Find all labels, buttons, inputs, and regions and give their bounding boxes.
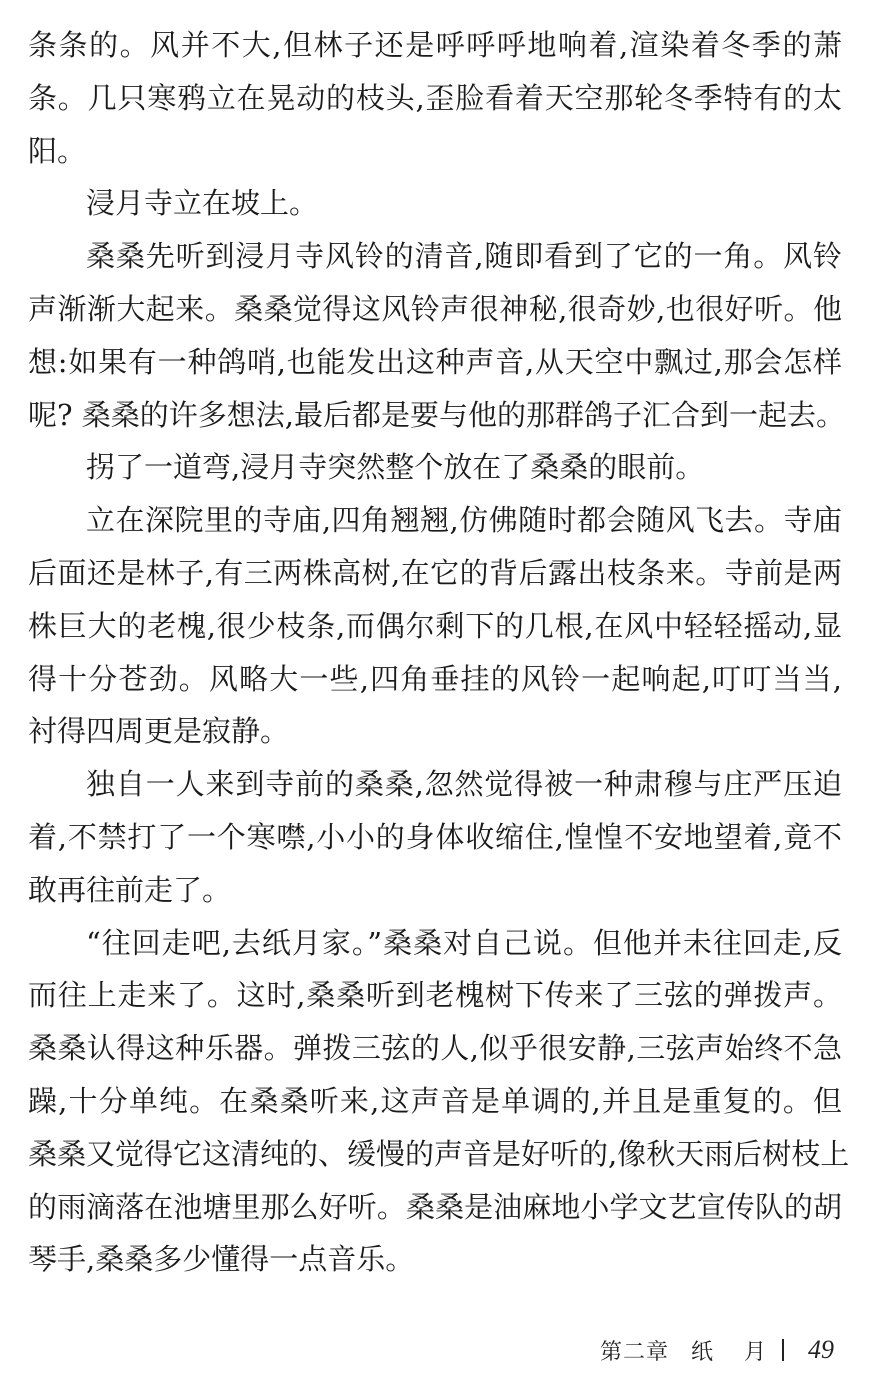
text-line: 声渐渐大起来。桑桑觉得这风铃声很神秘,很奇妙,也很好听。他: [28, 291, 842, 326]
text-line: 的雨滴落在池塘里那么好听。桑桑是油麻地小学文艺宣传队的胡: [28, 1189, 842, 1224]
text-line: 拐了一道弯,浸月寺突然整个放在了桑桑的眼前。: [86, 450, 705, 485]
text-line: 桑桑又觉得它这清纯的、缓慢的声音是好听的,像秋天雨后树枝上: [28, 1136, 850, 1171]
text-line: 躁,十分单纯。在桑桑听来,这声音是单调的,并且是重复的。但: [28, 1083, 842, 1118]
chapter-label: 第二章: [599, 1339, 669, 1365]
paragraph: [28, 177, 842, 230]
text-line: 敢再往前走了。: [28, 872, 232, 907]
text-line: 着,不禁打了一个寒噤,小小的身体收缩住,惶惶不安地望着,竟不: [28, 819, 842, 854]
text-line: “往回走吧,去纸月家。”桑桑对自己说。但他并未往回走,反: [86, 925, 842, 960]
running-footer: [600, 1332, 834, 1368]
paragraph: [28, 917, 850, 1287]
text-line: 琴手,桑桑多少懂得一点音乐。: [28, 1242, 415, 1277]
text-line: 浸月寺立在坡上。: [86, 186, 319, 221]
paragraph: [28, 494, 842, 758]
text-line: 阳。: [28, 133, 87, 168]
text-line: 后面还是林子,有三两株高树,在它的背后露出枝条来。寺前是两: [28, 555, 842, 590]
paragraph: [28, 441, 842, 494]
paragraph: [28, 19, 842, 177]
text-line: 呢? 桑桑的许多想法,最后都是要与他的那群鸽子汇合到一起去。: [28, 397, 845, 432]
text-line: 条条的。风并不大,但林子还是呼呼呼地响着,渲染着冬季的萧: [28, 28, 842, 62]
paragraph: [28, 758, 842, 916]
text-line: 得十分苍劲。风略大一些,四角垂挂的风铃一起响起,叮叮当当,: [28, 661, 842, 696]
text-line: 独自一人来到寺前的桑桑,忽然觉得被一种肃穆与庄严压迫: [86, 767, 842, 802]
footer-divider: [782, 1339, 784, 1361]
body-text: [28, 19, 850, 1286]
text-line: 而往上走来了。这时,桑桑听到老槐树下传来了三弦的弹拨声。: [28, 978, 842, 1013]
text-line: 想:如果有一种鸽哨,也能发出这种声音,从天空中飘过,那会怎样: [28, 344, 842, 379]
text-line: 衬得四周更是寂静。: [28, 714, 290, 749]
chapter-title: 纸 月: [691, 1339, 778, 1365]
page-number: 49: [808, 1335, 834, 1364]
paragraph: [28, 230, 845, 441]
text-line: 桑桑先听到浸月寺风铃的清音,随即看到了它的一角。风铃: [86, 239, 842, 274]
text-line: 条。几只寒鸦立在晃动的枝头,歪脸看着天空那轮冬季特有的太: [28, 80, 842, 115]
text-line: 桑桑认得这种乐器。弹拨三弦的人,似乎很安静,三弦声始终不急: [28, 1031, 842, 1066]
text-line: 株巨大的老槐,很少枝条,而偶尔剩下的几根,在风中轻轻摇动,显: [28, 608, 842, 643]
text-line: 立在深院里的寺庙,四角翘翘,仿佛随时都会随风飞去。寺庙: [86, 503, 842, 538]
